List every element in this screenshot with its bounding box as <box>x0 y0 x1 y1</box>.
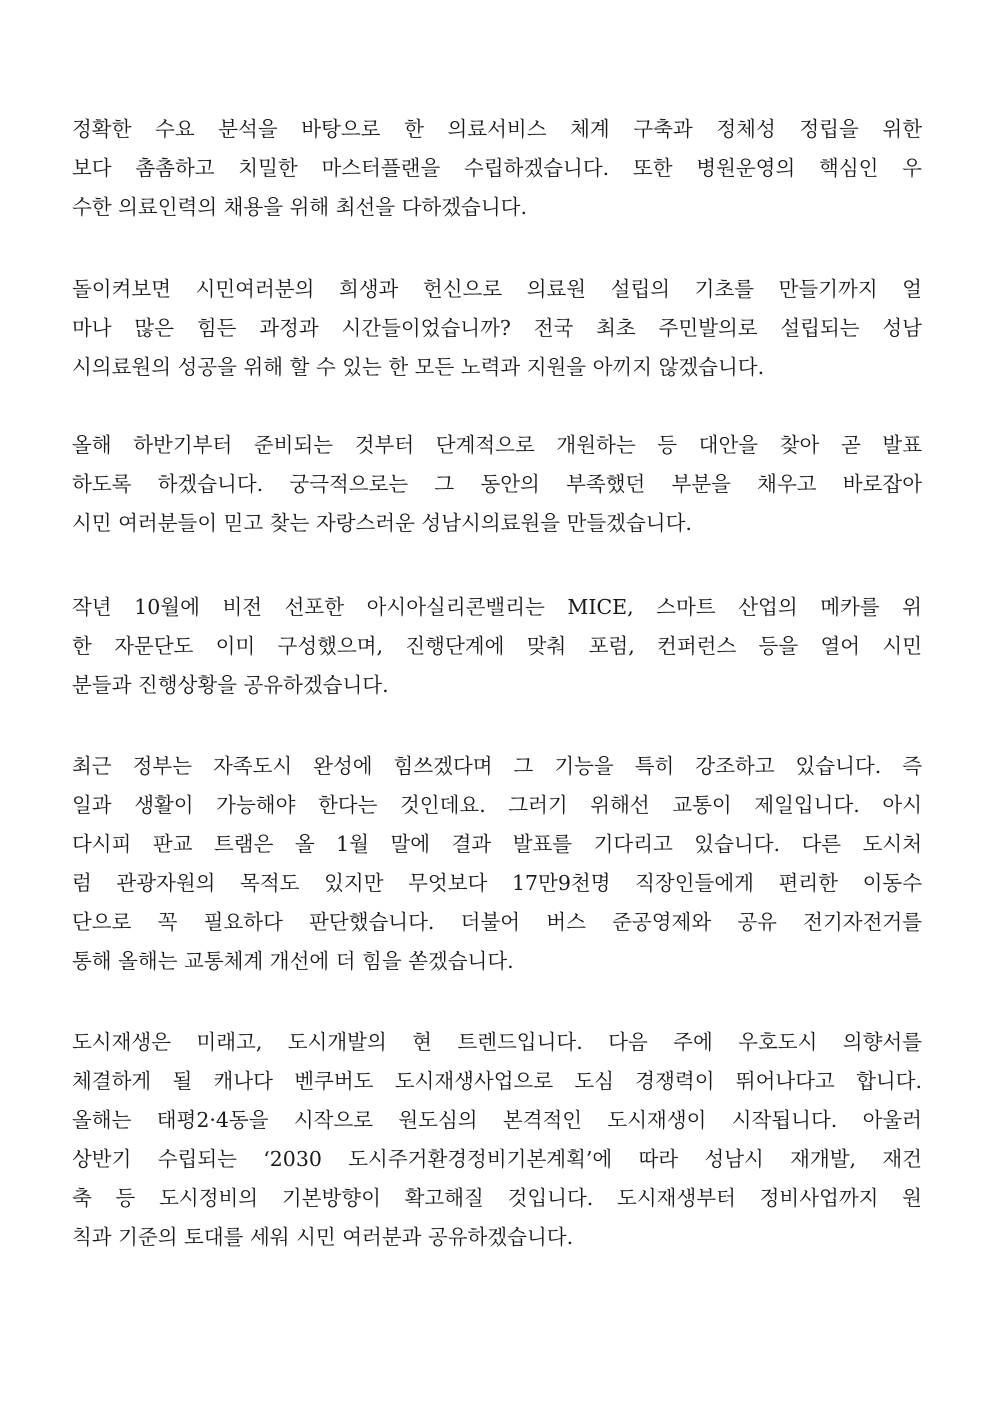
text-line: 올해는 태평2·4동을 시작으로 원도심의 본격적인 도시재생이 시작됩니다. 아울러 <box>72 1108 922 1132</box>
text-line: 한 자문단도 이미 구성했으며, 진행단계에 맞춰 포럼, 컨퍼런스 등을 열어 시민 <box>72 634 922 658</box>
paragraph-transportation <box>72 747 922 981</box>
text-line: 시민 여러분들이 믿고 찾는 자랑스러운 성남시의료원을 만들겠습니다. <box>72 511 692 535</box>
text-line: 마나 많은 힘든 과정과 시간들이었습니까? 전국 최초 주민발의로 설립되는 성남 <box>72 316 922 340</box>
text-line: 수한 의료인력의 채용을 위해 최선을 다하겠습니다. <box>72 195 527 219</box>
text-line: 분들과 진행상황을 공유하겠습니다. <box>72 673 389 697</box>
text-line: 도시재생은 미래고, 도시개발의 현 트렌드입니다. 다음 주에 우호도시 의향서를 <box>72 1030 922 1054</box>
paragraph-urban-regeneration <box>72 1023 922 1257</box>
text-line: 럼 관광자원의 목적도 있지만 무엇보다 17만9천명 직장인들에게 편리한 이동수 <box>72 871 922 895</box>
text-line: 작년 10월에 비전 선포한 아시아실리콘밸리는 MICE, 스마트 산업의 메카를 위 <box>72 595 922 619</box>
text-line: 칙과 기준의 토대를 세워 시민 여러분과 공유하겠습니다. <box>72 1225 574 1249</box>
text-line: 돌이켜보면 시민여러분의 희생과 헌신으로 의료원 설립의 기초를 만들기까지 얼 <box>72 277 922 301</box>
text-line: 단으로 꼭 필요하다 판단했습니다. 더불어 버스 준공영제와 공유 전기자전거를 <box>72 910 922 934</box>
text-line: 최근 정부는 자족도시 완성에 힘쓰겠다며 그 기능을 특히 강조하고 있습니다. 즉 <box>72 754 922 778</box>
text-line: 체결하게 될 캐나다 벤쿠버도 도시재생사업으로 도심 경쟁력이 뛰어나다고 합니다. <box>72 1069 922 1093</box>
paragraph-medical-center-history <box>72 270 922 387</box>
paragraph-asia-silicon-valley <box>72 588 922 705</box>
paragraph-medical-plan <box>72 110 922 227</box>
text-line: 축 등 도시정비의 기본방향이 확고해질 것입니다. 도시재생부터 정비사업까지 원 <box>72 1186 922 1210</box>
text-line: 일과 생활이 가능해야 한다는 것인데요. 그러기 위해선 교통이 제일입니다. 아시 <box>72 793 922 817</box>
text-line: 다시피 판교 트램은 올 1월 말에 결과 발표를 기다리고 있습니다. 다른 도시처 <box>72 832 922 856</box>
paragraph-opening-plan <box>72 426 922 543</box>
text-line: 올해 하반기부터 준비되는 것부터 단계적으로 개원하는 등 대안을 찾아 곧 발표 <box>72 433 922 457</box>
text-line: 보다 촘촘하고 치밀한 마스터플랜을 수립하겠습니다. 또한 병원운영의 핵심인 우 <box>72 156 922 180</box>
text-line: 상반기 수립되는 ‘2030 도시주거환경정비기본계획’에 따라 성남시 재개발, 재건 <box>72 1147 922 1171</box>
text-line: 통해 올해는 교통체계 개선에 더 힘을 쏟겠습니다. <box>72 949 514 973</box>
text-line: 정확한 수요 분석을 바탕으로 한 의료서비스 체계 구축과 정체성 정립을 위한 <box>72 117 922 141</box>
text-line: 하도록 하겠습니다. 궁극적으로는 그 동안의 부족했던 부분을 채우고 바로잡아 <box>72 472 922 496</box>
text-line: 시의료원의 성공을 위해 할 수 있는 한 모든 노력과 지원을 아끼지 않겠습니다. <box>72 355 765 379</box>
